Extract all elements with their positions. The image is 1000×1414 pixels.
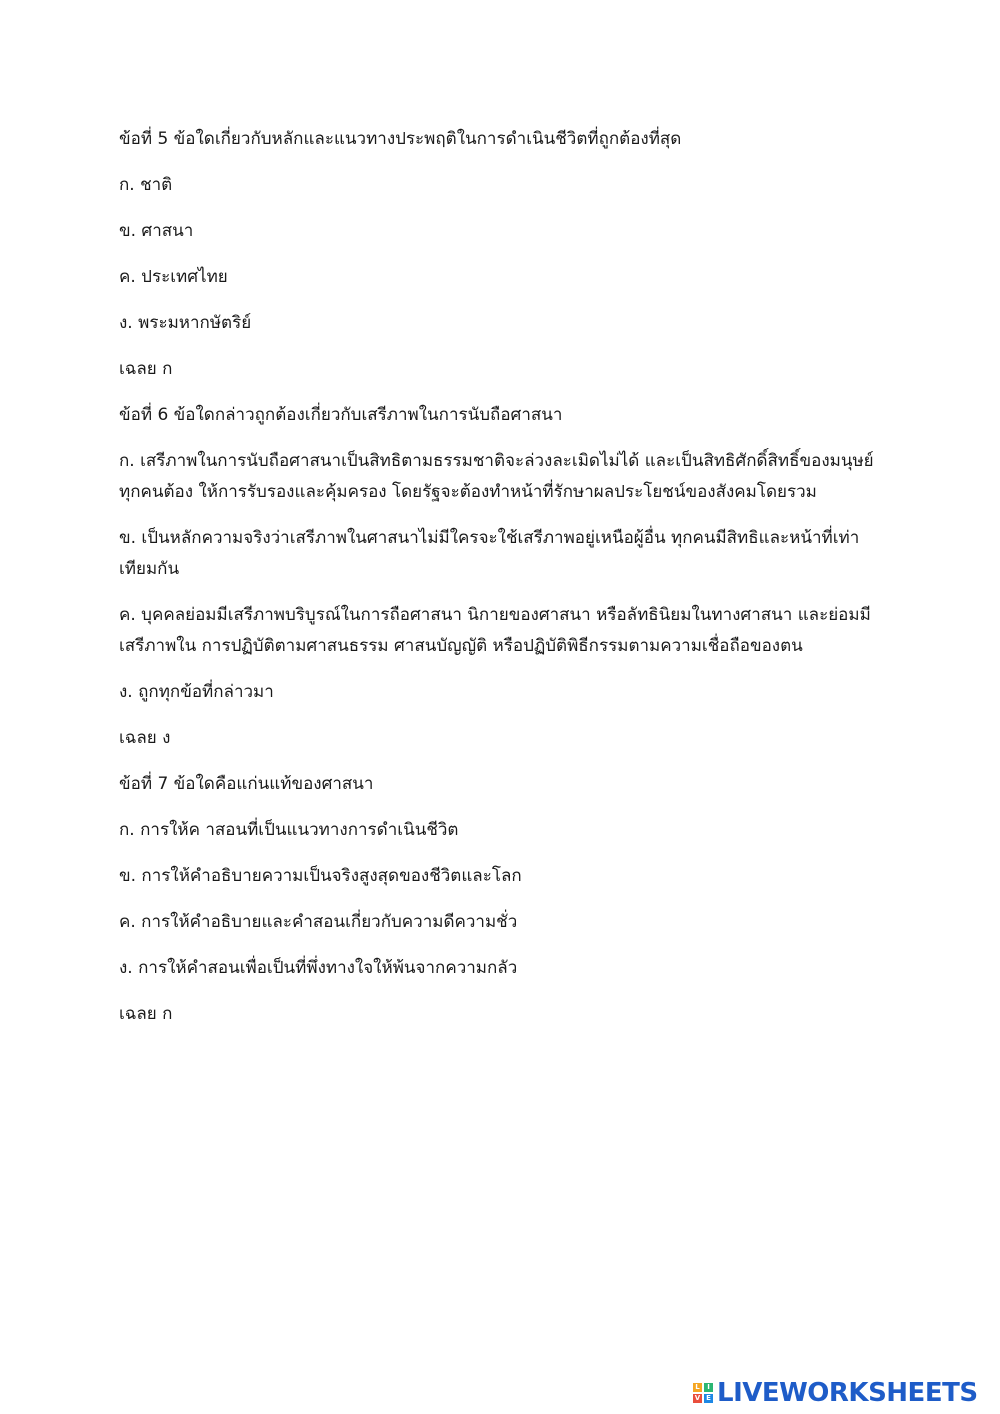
question-6-answer: เฉลย ง: [119, 728, 171, 748]
question-7-option-a: ก. การให้ค าสอนที่เป็นแนวทางการดำเนินชีวิต: [119, 820, 459, 840]
question-5-option-d: ง. พระมหากษัตริย์: [119, 313, 252, 333]
question-5-option-b: ข. ศาสนา: [119, 221, 194, 241]
logo-text: LIVEWORKSHEETS: [717, 1378, 978, 1408]
question-7-option-d: ง. การให้คำสอนเพื่อเป็นที่พึ่งทางใจให้พ้นจากความกลัว: [119, 958, 518, 978]
question-5-option-a: ก. ชาติ: [119, 175, 173, 195]
question-6-option-d: ง. ถูกทุกข้อที่กล่าวมา: [119, 682, 274, 702]
question-5: ข้อที่ 5 ข้อใดเกี่ยวกับหลักและแนวทางประพฤติในการดำเนินชีวิตที่ถูกต้องที่สุด: [119, 129, 682, 149]
logo-mark-tile: V: [694, 1394, 701, 1402]
question-6-option-c: ค. บุคคลย่อมมีเสรีภาพบริบูรณ์ในการถือศาสนา นิกายของศาสนา หรือลัทธินิยมในทางศาสนา และย่อมมีเสรีภาพใน การปฏิบัติตามศาสนธรรม ศาสนบัญญัติ หรือปฏิบัติพิธีกรรมตามความเชื่อถือของตน: [119, 605, 871, 656]
liveworksheets-mark-icon: [693, 1383, 713, 1403]
logo-mark-tile: L: [693, 1383, 702, 1392]
logo-mark-tile: I: [704, 1383, 713, 1392]
question-7-answer: เฉลย ก: [119, 1004, 173, 1024]
liveworksheets-logo: [693, 1378, 978, 1408]
document-body: [119, 124, 879, 1045]
question-7: ข้อที่ 7 ข้อใดคือแก่นแท้ของศาสนา: [119, 774, 374, 794]
question-6-option-b: ข. เป็นหลักความจริงว่าเสรีภาพในศาสนาไม่มีใครจะใช้เสรีภาพอยู่เหนือผู้อื่น ทุกคนมีสิทธิและหน้าที่เท่าเทียมกัน: [119, 528, 860, 579]
question-7-option-c: ค. การให้คำอธิบายและคำสอนเกี่ยวกับความดีความชั่ว: [119, 912, 518, 932]
question-7-option-b: ข. การให้คำอธิบายความเป็นจริงสูงสุดของชีวิตและโลก: [119, 866, 522, 886]
question-6: ข้อที่ 6 ข้อใดกล่าวถูกต้องเกี่ยวกับเสรีภาพในการนับถือศาสนา: [119, 405, 563, 425]
logo-mark-tile: E: [704, 1394, 713, 1403]
question-6-option-a: ก. เสรีภาพในการนับถือศาสนาเป็นสิทธิตามธรรมชาติจะล่วงละเมิดไม่ได้ และเป็นสิทธิศักดิ์สิทธิ์ของมนุษย์ทุกคนต้อง ให้การรับรองและคุ้มครอง โดยรัฐจะต้องทำหน้าที่รักษาผลประโยชน์ของสังคมโดยรวม: [119, 451, 874, 502]
question-5-option-c: ค. ประเทศไทย: [119, 267, 228, 287]
question-5-answer: เฉลย ก: [119, 359, 173, 379]
